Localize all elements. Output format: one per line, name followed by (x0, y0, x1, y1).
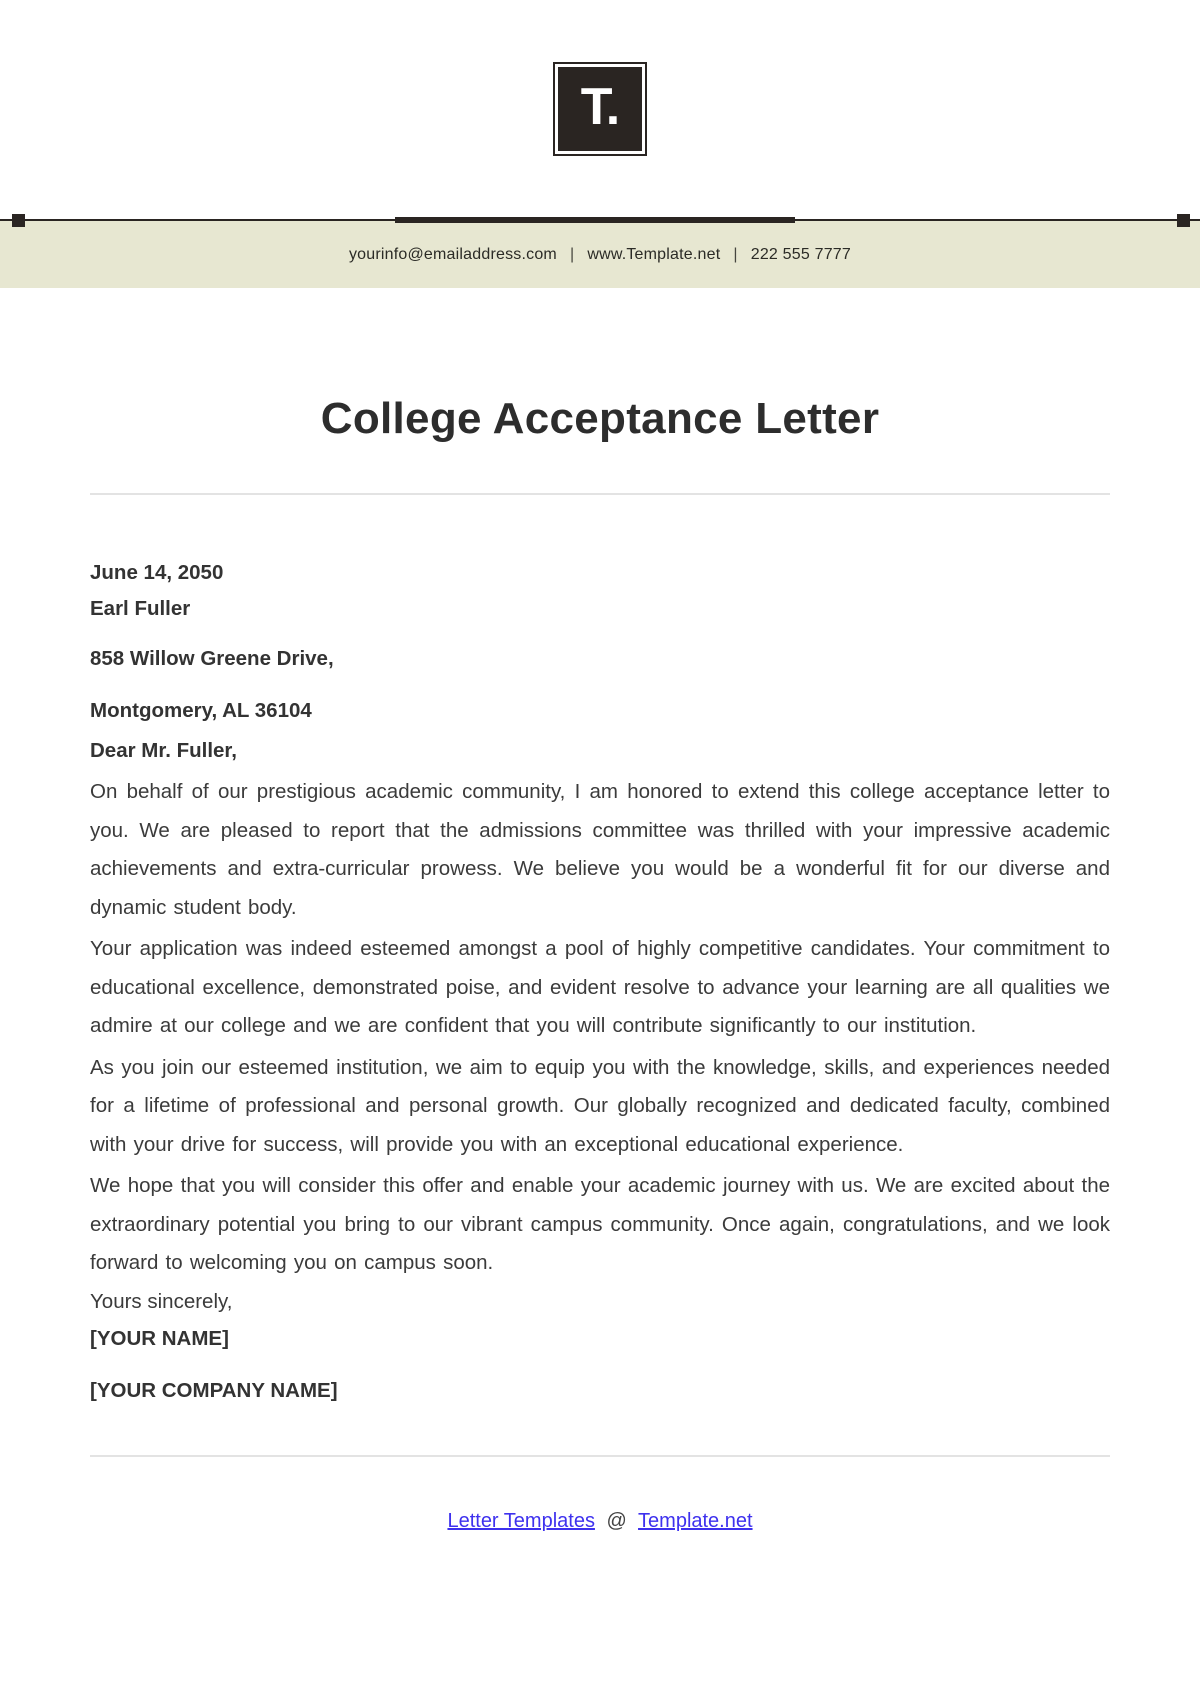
footer-divider-rule (90, 1455, 1110, 1457)
divider-endcap-right (1177, 214, 1190, 227)
contact-separator: | (569, 245, 575, 263)
letterhead (0, 0, 1200, 288)
logo-area (0, 0, 1200, 156)
letter-date: June 14, 2050 (90, 561, 224, 584)
recipient-address-line2: Montgomery, AL 36104 (90, 699, 312, 722)
salutation: Dear Mr. Fuller, (90, 739, 237, 762)
letter-paragraph-1: On behalf of our prestigious academic community, I am honored to extend this college acceptance letter to you. We are pleased to report that the admissions committee was thrilled with your impressive academic achievements and extra-curricular prowess. We believe you would be a wonderful fit for our diverse and dynamic student body. (90, 780, 1110, 919)
letter-paragraph-2: Your application was indeed esteemed amongst a pool of highly competitive candidates. Your commitment to educational excellence, demonstrated poise, and evident resolve to advance your learning are all qualities we admire at our college and we are confident that you will contribute significantly to our institution. (90, 937, 1110, 1037)
footer (90, 1510, 1110, 1533)
logo-monogram: T. (580, 78, 620, 136)
header-divider-line (0, 219, 1200, 221)
letter-paragraph-3: As you join our esteemed institution, we aim to equip you with the knowledge, skills, and experiences needed for a lifetime of professional and personal growth. Our globally recognized and dedicated faculty, combined with your drive for success, will provide you with an exceptional educational experience. (90, 1055, 1110, 1156)
divider-center-bar (395, 217, 795, 223)
contact-email: yourinfo@emailaddress.com (348, 245, 557, 263)
template-net-link[interactable]: Template.net (638, 1510, 753, 1532)
recipient-address-line1: 858 Willow Greene Drive, (90, 647, 334, 670)
logo-square (558, 67, 642, 151)
letter-paragraph-4: We hope that you will consider this offer and enable your academic journey with us. We are excited about the extraordinary potential you bring to our vibrant campus community. Once again, congratulations, and we look forward to welcoming you on campus soon. (90, 1174, 1110, 1274)
contact-website: www.Template.net (587, 245, 721, 263)
template-net-logo (553, 62, 647, 156)
divider-endcap-left (12, 214, 25, 227)
letter-templates-link[interactable]: Letter Templates (447, 1510, 595, 1532)
signature-name-placeholder: [YOUR NAME] (90, 1327, 229, 1350)
page-title: College Acceptance Letter (320, 394, 880, 443)
signature-company-placeholder: [YOUR COMPANY NAME] (90, 1379, 338, 1402)
letter-content (90, 555, 1110, 1409)
closing-line: Yours sincerely, (90, 1289, 233, 1313)
title-divider-rule (90, 493, 1110, 495)
document-body (90, 394, 1110, 1533)
footer-at-symbol: @ (606, 1510, 627, 1532)
contact-band (0, 221, 1200, 288)
contact-separator: | (733, 245, 738, 263)
recipient-name: Earl Fuller (90, 597, 191, 620)
contact-phone: 222 555 7777 (750, 245, 852, 263)
